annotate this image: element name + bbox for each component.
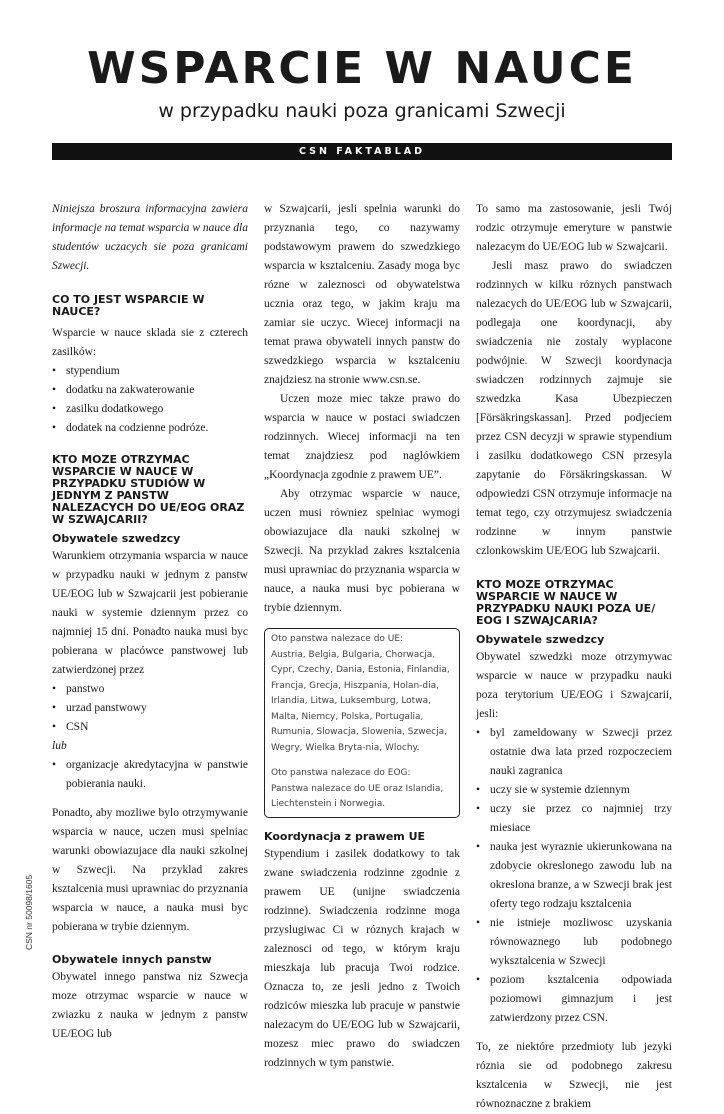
conditions-list [476, 724, 672, 1028]
list-item: • CSN [52, 718, 248, 737]
eog-countries-list: Panstwa nalezace do UE oraz Islandia, Liechtenstein i Norwegia. [271, 783, 444, 809]
section-heading-who: KTO MOZE OTRZYMAC WSPARCIE W NAUCE W PRZYPADKU STUDIÓW W JEDNYM Z PANSTW NALEZACYCH DO UE/EOG ORAZ W SZWAJCARII? [52, 453, 245, 526]
eu-countries-heading: Oto panstwa nalezace do UE: [271, 634, 404, 644]
coordination-paragraph: Stypendium i zasilek dodatkowy to tak zwane swiadczenia rodzinne zgodnie z prawem UE (unijne swiadczenia rodzinne). Swiadczenia rodzinne moga przyslugiwac Ci w róznych krajach w zaleznosci od tego, w którym kraju mieszkaja lub pracuja Twoi rodzice. Oznacza to, ze jesli jedno z Twoich rodziców mieszka lub pracuje w panstwie nalezacym do UE/EOG lub w Szwajcarii, mozesz miec prawo do swiadczen rodzinnych w tym panstwie. [264, 847, 460, 1069]
list-item: • urzad panstwowy [52, 699, 248, 718]
other-citizens-paragraph: Obywatel innego panstwa niz Szwecja moze otrzymac wsparcie w nauce w zwiazku z nauka w jednym z panstw UE/EOG lub [52, 971, 248, 1040]
intro-paragraph: Niniejsza broszura informacyjna zawiera informacje na temat wsparcia w nauce dla studentów uczacych sie poza granicami Szwecji. [52, 203, 248, 272]
or-label: lub [52, 740, 67, 752]
list-item: • uczy sie w systemie dziennym [476, 781, 672, 800]
allowance-list [52, 362, 248, 438]
list-item: • zasilku dodatkowego [52, 400, 248, 419]
eog-countries-heading: Oto panstwa nalezace do EOG: [271, 768, 411, 778]
list-item: • nie istnieje mozliwosc uzyskania równowaznego lub podobnego wyksztalcenia w Szwecji [476, 914, 672, 971]
column-1 [52, 200, 248, 1044]
section-heading-outside-eu: KTO MOZE OTRZYMAC WSPARCIE W NAUCE W PRZYPADKU NAUKI POZA UE/ EOG I SZWAJCARIA? [476, 578, 656, 627]
list-item: • uczy sie przez co najmniej trzy miesiace [476, 800, 672, 838]
what-paragraph: Wsparcie w nauce sklada sie z czterech zasilków: [52, 327, 248, 358]
paragraph: To samo ma zastosowanie, jesli Twój rodzic otrzymuje emeryture w panstwie nalezacym do UE/EOG lub w Szwajcarii. [476, 203, 672, 253]
paragraph: Jesli masz prawo do swiadczen rodzinnych w kilku róznych panstwach nalezacych do UE/EOG lub w Szwajcarii, podlegaja one koordynacji, aby swiadczenia nie zostaly wyplacone podwójnie. W Szwecji koordynacja swiadczen rodzinnych zajmuje sie szwedzka Kasa Ubezpieczen [Försäkringskassan]. Przed podjeciem przez CSN decyzji w sprawie stypendium i zasilku dodatkowego CSN przesyla zapytanie do Försäkringskassan. W odpowiedzi CSN otrzymuje informacje na temat tego, czy otrzymujesz swiadczenia rodzinne w innym panstwie czlonkowskim UE/EOG lub Szwajcarii. [476, 260, 672, 557]
list-item: • byl zameldowany w Szwecji przez ostatnie dwa lata przed rozpoczeciem nauki zagranica [476, 724, 672, 781]
document-code: CSN nr 50098/1605 [24, 874, 34, 950]
eu-countries-list: Austria, Belgia, Bulgaria, Chorwacja, Cypr, Czechy, Dania, Estonia, Finlandia, Francja, Grecja, Hiszpania, Holan-dia, Irlandia, Litwa, Luksemburg, Lotwa, Malta, Niemcy, Polska, Portugalia, Rumunia, Slowacja, Slowenia, Szwecja, Wegry, Wielka Bryta-nia, Wlochy. [271, 649, 450, 753]
list-item: • dodatku na zakwaterowanie [52, 381, 248, 400]
subheading-swedish-citizens: Obywatele szwedzcy [476, 633, 605, 646]
list-item: • panstwo [52, 680, 248, 699]
section-heading-what: CO TO JEST WSPARCIE W NAUCE? [52, 293, 205, 318]
additional-requirements-paragraph: Ponadto, aby mozliwe bylo otrzymywanie wsparcia w nauce, uczen musi spelniac warunki obowiazujace dla nauki szkolnej w Szwecji. Na przyklad zakres ksztalcenia musi uprawniac do przyznania wsparcia w nauce, a nauka musi byc pobierana w trybie dziennym. [52, 807, 248, 933]
paragraph: w Szwajcarii, jesli spelnia warunki do przyznania tego, co nazywamy podstawowym prawem do szwedzkiego wsparcia w ksztalceniu. Zasady moga byc rózne w zaleznosci od obywatelstwa ucznia oraz tego, w jakim kraju ma zamiar sie uczyc. Wiecej informacji na temat prawa obywateli innych panstw do szwedzkiego wsparcia w ksztalceniu znajdziesz na stronie www.csn.se. [264, 203, 460, 386]
subheading-eu-coordination: Koordynacja z prawem UE [264, 829, 426, 843]
institution-list [52, 680, 248, 737]
column-2 [264, 200, 460, 1073]
countries-info-box [264, 628, 460, 818]
paragraph: Aby otrzymac wsparcie w nauce, uczen musi równiez spelniac wymogi obowiazujace dla nauki szkolnej w Szwecji. Na przyklad zakres ksztalcenia musi uprawniac do przyznania wsparcia w nauce, a nauka musi byc pobierana w trybie dziennym. [264, 488, 460, 614]
list-item: • dodatek na codzienne podróze. [52, 419, 248, 438]
list-item: • nauka jest wyraznie ukierunkowana na zdobycie okreslonego zawodu lub na okreslona branze, a w Szwecji brak jest oferty tego rodzaju ksztalcenia [476, 838, 672, 914]
closing-paragraph: To, ze niektóre przedmioty lub jezyki róznia sie od podobnego zakresu ksztalcenia w Szwecji, nie jest równoznaczne z brakiem [476, 1041, 672, 1110]
organization-list [52, 756, 248, 794]
outside-eu-paragraph: Obywatel szwedzki moze otrzymywac wsparcie w nauce w przypadku nauki poza terytorium UE/EOG i Szwajcarii, jesli: [476, 651, 672, 720]
swedish-citizens-paragraph: Warunkiem otrzymania wsparcia w nauce w przypadku nauki w jednym z panstw UE/EOG lub w Szwajcarii jest pobieranie nauki w systemie dziennym przez co najmniej 15 dni. Ponadto nauka musi byc pobierana w placówce panstwowej lub zatwierdzonej przez [52, 550, 248, 676]
list-item: • stypendium [52, 362, 248, 381]
column-3 [476, 200, 672, 1114]
page-subtitle: w przypadku nauki poza granicami Szwecji [158, 100, 566, 122]
list-item: • organizacje akredytacyjna w panstwie pobierania nauki. [52, 756, 248, 794]
paragraph: Uczen moze miec takze prawo do wsparcia w nauce w postaci swiadczen rodzinnych. Wiecej informacji na ten temat znajdziesz pod naglówkiem „Koordynacja zgodnie z prawem UE”. [264, 393, 460, 481]
page-title: WSPARCIE W NAUCE [87, 43, 637, 94]
header-bar: CSN FAKTABLAD [52, 143, 672, 160]
subheading-swedish-citizens: Obywatele szwedzcy [52, 532, 181, 545]
list-item: • poziom ksztalcenia odpowiada poziomowi gimnazjum i jest zatwierdzony przez CSN. [476, 971, 672, 1028]
subheading-other-citizens: Obywatele innych panstw [52, 953, 212, 966]
